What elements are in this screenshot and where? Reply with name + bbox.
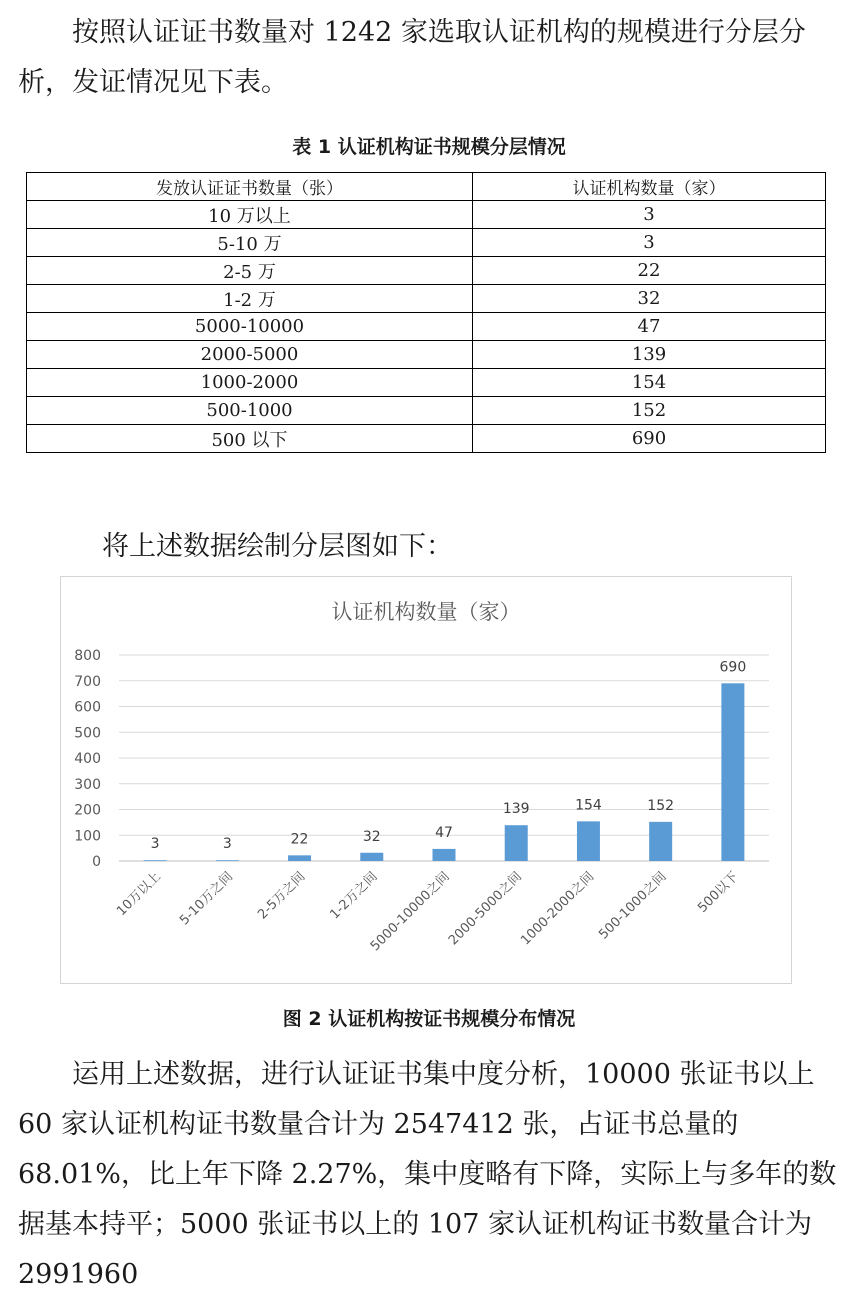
data-label: 32 — [362, 828, 381, 845]
x-tick-label: 500以下 — [695, 869, 742, 916]
bar — [649, 822, 672, 861]
row-range: 500 以下 — [27, 425, 473, 453]
y-tick-label: 100 — [74, 828, 101, 845]
row-count: 47 — [473, 313, 826, 341]
row-range: 2000-5000 — [27, 341, 473, 369]
table-row — [27, 201, 826, 229]
table-header-row — [27, 173, 826, 201]
data-label: 154 — [575, 797, 602, 814]
x-tick-label: 2000-5000之间 — [445, 869, 526, 949]
bar — [721, 683, 744, 861]
scale-table — [26, 172, 826, 453]
x-tick-label: 500-1000之间 — [596, 869, 670, 943]
row-count: 152 — [473, 397, 826, 425]
row-range: 500-1000 — [27, 397, 473, 425]
y-tick-label: 700 — [74, 673, 101, 690]
row-count: 154 — [473, 369, 826, 397]
table-row — [27, 257, 826, 285]
x-tick-label: 2-5万之间 — [255, 869, 309, 923]
row-count: 22 — [473, 257, 826, 285]
table-row — [27, 425, 826, 453]
table-row — [27, 285, 826, 313]
header-certificate-count: 发放认证证书数量（张） — [27, 173, 473, 201]
bar — [505, 825, 528, 861]
y-tick-label: 300 — [74, 776, 101, 793]
chart-title: 认证机构数量（家） — [331, 600, 521, 624]
bar — [577, 821, 600, 861]
outro-text: 运用上述数据，进行认证证书集中度分析，10000 张证书以上 60 家认证机构证书数量合计为 2547412 张，占证书总量的 68.01%，比上年下降 2.27%，集中度略有下降，实际上与多年的数据基本持平；5000 张证书以上的 107 家认证机构证书数量合计为 2991960 — [18, 1059, 837, 1290]
bar — [433, 849, 456, 861]
table-caption: 表 1 认证机构证书规模分层情况 — [292, 136, 566, 158]
row-range: 2-5 万 — [27, 257, 473, 285]
data-label: 152 — [647, 797, 675, 814]
x-tick-label: 1000-2000之间 — [518, 869, 598, 949]
row-range: 10 万以上 — [27, 201, 473, 229]
row-count: 3 — [473, 201, 826, 229]
data-label: 139 — [502, 801, 530, 818]
y-tick-label: 800 — [74, 648, 101, 664]
bar — [288, 855, 311, 861]
outro-paragraph — [18, 1050, 844, 1300]
row-range: 1-2 万 — [27, 285, 473, 313]
row-count: 3 — [473, 229, 826, 257]
y-tick-label: 0 — [92, 854, 101, 870]
row-count: 139 — [473, 341, 826, 369]
chart-frame — [60, 576, 792, 984]
y-tick-label: 200 — [74, 802, 101, 819]
header-institution-count: 认证机构数量（家） — [473, 173, 826, 201]
data-label: 3 — [150, 836, 160, 853]
table-row — [27, 397, 826, 425]
y-tick-label: 400 — [74, 751, 101, 767]
y-tick-label: 500 — [74, 725, 101, 742]
data-label: 22 — [290, 831, 309, 848]
data-label: 690 — [719, 659, 747, 676]
row-range: 5000-10000 — [27, 313, 473, 341]
row-range: 1000-2000 — [27, 369, 473, 397]
y-tick-label: 600 — [74, 699, 101, 716]
table-row — [27, 229, 826, 257]
row-range: 5-10 万 — [27, 229, 473, 257]
bar — [360, 853, 383, 861]
x-tick-label: 1-2万之间 — [327, 869, 381, 923]
table-row — [27, 369, 826, 397]
data-label: 47 — [435, 824, 453, 841]
data-label: 3 — [222, 836, 232, 853]
row-count: 690 — [473, 425, 826, 453]
bar — [144, 860, 167, 861]
x-tick-label: 10万以上 — [114, 869, 164, 920]
row-count: 32 — [473, 285, 826, 313]
table-row — [27, 341, 826, 369]
chart-lead-text: 将上述数据绘制分层图如下： — [102, 531, 453, 562]
bar — [216, 860, 239, 861]
bar-chart — [61, 577, 791, 983]
figure-caption: 图 2 认证机构按证书规模分布情况 — [282, 1008, 576, 1030]
intro-text: 按照认证证书数量对 1242 家选取认证机构的规模进行分层分析，发证情况见下表。 — [18, 17, 806, 98]
x-tick-label: 5-10万之间 — [177, 869, 237, 929]
x-tick-label: 5000-10000之间 — [367, 869, 453, 955]
table-row — [27, 313, 826, 341]
intro-paragraph — [18, 8, 844, 108]
